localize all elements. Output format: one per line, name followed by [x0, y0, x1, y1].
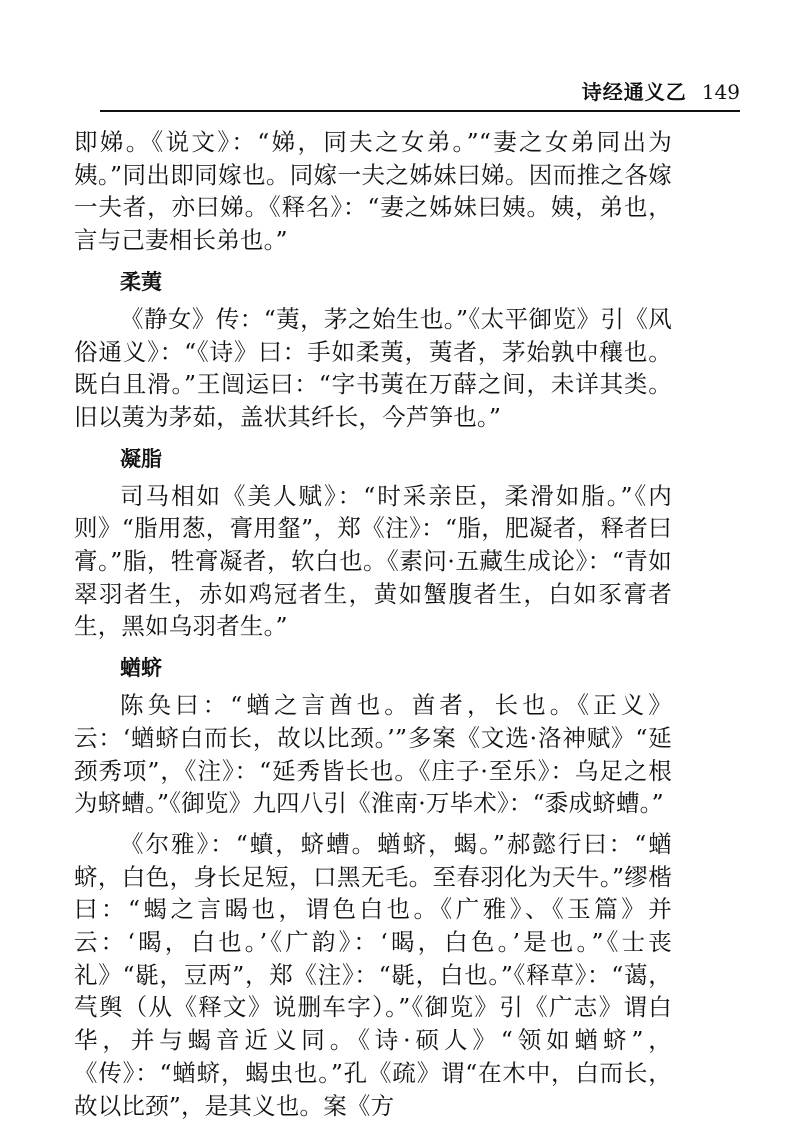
section-heading-qiuqi: 蝤蛴: [120, 656, 162, 681]
running-title: 诗经通义乙: [581, 80, 687, 104]
paragraph-qiuqi-2: 《尔雅》：“蟦，蛴螬。蝤蛴，蝎。”郝懿行曰：“蝤蛴，白色，身长足短，口黑无毛。至春羽化为天牛。”缪楷曰：“蝎之言暍也，谓色白也。《广雅》、《玉篇》并云：‘暍，白也。’《广韵》：‘暍，白色。’是也。”《士丧礼》“毼，豆两”，郑《注》：“毼，白也。”《释草》：“蔼，芞舆（从《释文》说删车字）。”《御览》引《广志》谓白华，并与蝎音近义同。《诗·硕人》“领如蝤蛴”，《传》：“蝤蛴，蝎虫也。”孔《疏》谓“在木中，白而长，故以比颈”，是其义也。案《方: [74, 829, 672, 1120]
section-heading-rouyi: 柔荑: [120, 269, 162, 294]
paragraph-rouyi: 《静女》传：“荑，茅之始生也。”《太平御览》引《风俗通义》：“《诗》曰：手如柔荑，荑者，茅始孰中穰也。既白且滑。”王闿运曰：“字书荑在万薛之间，未详其类。旧以荑为茅茹，盖状其纤长，今芦笋也。”: [74, 304, 672, 431]
paragraph-qiuqi-1: 陈奂曰：“蝤之言酋也。酋者，长也。《正义》云：‘蝤蛴白而长，故以比颈。’”多案《文选·洛神赋》“延颈秀项”，《注》：“延秀皆长也。《庄子·至乐》：乌足之根为蛴螬。”《御览》九四八引《淮南·万毕术》：“黍成蛴螬。”: [74, 691, 672, 818]
page-number: 149: [701, 80, 740, 104]
running-header: [100, 76, 740, 108]
paragraph-intro: 即娣。《说文》：“娣，同夫之女弟。”“妻之女弟同出为姨。”同出即同嫁也。同嫁一夫之姊妹曰娣。因而推之各嫁一夫者，亦曰娣。《释名》：“妻之姊妹曰姨。姨，弟也，言与己妻相长弟也。”: [74, 128, 672, 255]
header-rule: [100, 110, 740, 112]
page-body: [74, 126, 672, 1130]
paragraph-ningzhi: 司马相如《美人赋》：“时采亲臣，柔滑如脂。”《内则》“脂用葱，膏用韰”，郑《注》：“脂，肥凝者，释者曰膏。”脂，牲膏凝者，软白也。《素问·五藏生成论》：“青如翠羽者生，赤如鸡冠者生，黄如蟹腹者生，白如豕膏者生，黑如乌羽者生。”: [74, 481, 672, 641]
section-heading-ningzhi: 凝脂: [120, 446, 162, 471]
